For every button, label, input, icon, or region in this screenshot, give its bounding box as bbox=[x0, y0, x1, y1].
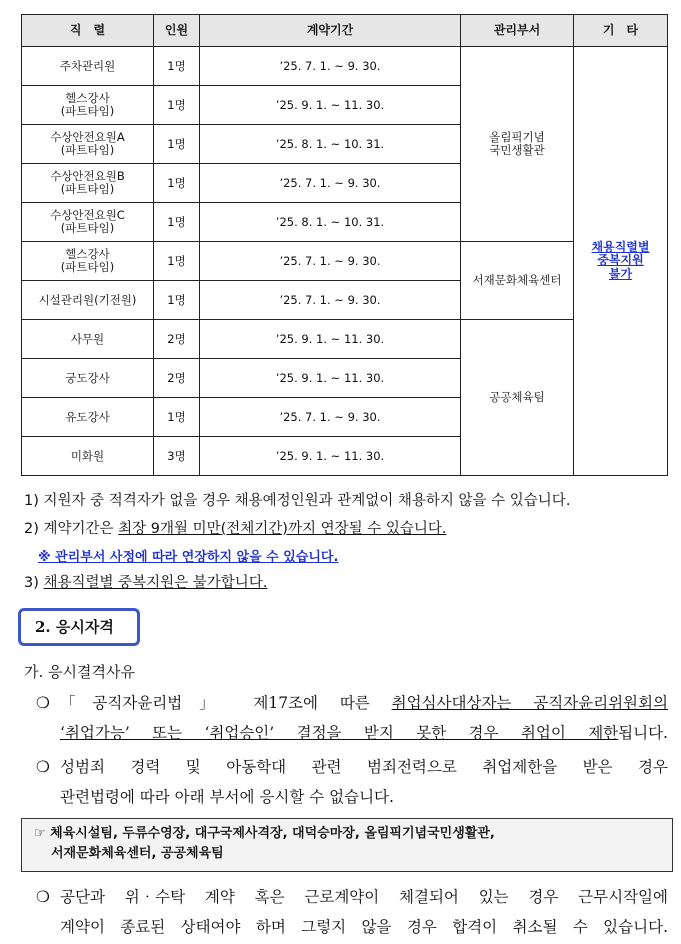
period-cell: ’25. 7. 1. ~ 9. 30. bbox=[200, 164, 461, 203]
note-2-prefix: 2) 계약기간은 bbox=[24, 521, 119, 537]
job-cell: 수상안전요원B (파트타임) bbox=[22, 164, 154, 203]
table-row bbox=[22, 320, 668, 359]
note-2-sub bbox=[38, 546, 338, 565]
count-cell: 3명 bbox=[154, 437, 200, 476]
period-cell: ’25. 8. 1. ~ 10. 31. bbox=[200, 125, 461, 164]
note-2-sub-text: ※ 관리부서 사정에 따라 연장하지 않을 수 있습니다. bbox=[38, 550, 339, 565]
paragraph-2-line-2: 관련법령에 따라 아래 부서에 응시할 수 없습니다. bbox=[60, 788, 394, 806]
period-cell: ’25. 9. 1. ~ 11. 30. bbox=[200, 437, 461, 476]
note-2 bbox=[24, 517, 446, 538]
note-2-underlined: 최장 9개월 미만(전체기간)까지 연장될 수 있습니다. bbox=[118, 521, 447, 537]
p1-text-b: 취업심사대상자는 공직자윤리위원회의 bbox=[391, 694, 668, 712]
paragraph-1-line-1 bbox=[60, 688, 668, 718]
subsection-title: 가. 응시결격사유 bbox=[24, 663, 135, 681]
count-cell: 2명 bbox=[154, 359, 200, 398]
table-row bbox=[22, 242, 668, 281]
job-table bbox=[21, 14, 668, 476]
p1-text-d: 됩니다. bbox=[618, 724, 668, 742]
period-cell: ’25. 7. 1. ~ 9. 30. bbox=[200, 281, 461, 320]
p1-text-a: 「공직자윤리법」 제17조에 따른 bbox=[60, 694, 392, 712]
restricted-departments-box bbox=[21, 818, 673, 872]
department-cell: 서재문화체육센터 bbox=[461, 242, 574, 320]
note-3-prefix: 3) bbox=[24, 575, 44, 591]
paragraph-1 bbox=[36, 688, 668, 748]
paragraph-2-line-1: 성범죄 경력 및 아동학대 관련 범죄전력으로 취업제한을 받은 경우 bbox=[60, 758, 668, 776]
period-cell: ’25. 9. 1. ~ 11. 30. bbox=[200, 359, 461, 398]
paragraph-3 bbox=[36, 882, 668, 942]
count-cell: 1명 bbox=[154, 281, 200, 320]
count-cell: 1명 bbox=[154, 86, 200, 125]
bullet-icon: ❍ bbox=[36, 694, 50, 712]
period-cell: ’25. 7. 1. ~ 9. 30. bbox=[200, 398, 461, 437]
count-cell: 2명 bbox=[154, 320, 200, 359]
box-line-1: ☞ 체육시설팀, 두류수영장, 대구국제사격장, 대덕승마장, 올림픽기념국민생활관, bbox=[34, 826, 495, 841]
table-row bbox=[22, 47, 668, 86]
header-job: 직 렬 bbox=[22, 15, 154, 47]
count-cell: 1명 bbox=[154, 164, 200, 203]
job-cell: 수상안전요원A (파트타임) bbox=[22, 125, 154, 164]
p1-text-c: ‘취업가능’ 또는 ‘취업승인’ 결정을 받지 못한 경우 취업이 제한 bbox=[60, 724, 619, 742]
count-cell: 1명 bbox=[154, 203, 200, 242]
job-cell: 미화원 bbox=[22, 437, 154, 476]
bullet-icon: ❍ bbox=[36, 758, 50, 776]
period-cell: ’25. 7. 1. ~ 9. 30. bbox=[200, 47, 461, 86]
count-cell: 1명 bbox=[154, 125, 200, 164]
count-cell: 1명 bbox=[154, 242, 200, 281]
period-cell: ’25. 9. 1. ~ 11. 30. bbox=[200, 320, 461, 359]
section-title: 2. 응시자격 bbox=[18, 608, 140, 646]
job-cell: 수상안전요원C (파트타임) bbox=[22, 203, 154, 242]
bullet-icon: ❍ bbox=[36, 888, 50, 906]
paragraph-1-line-2 bbox=[60, 718, 668, 748]
box-line-2: 서재문화체육센터, 공공체육팀 bbox=[51, 846, 224, 861]
period-cell: ’25. 9. 1. ~ 11. 30. bbox=[200, 86, 461, 125]
paragraph-3-line-1: 공단과 위‧수탁 계약 혹은 근로계약이 체결되어 있는 경우 근무시작일에 bbox=[60, 888, 668, 906]
period-cell: ’25. 7. 1. ~ 9. 30. bbox=[200, 242, 461, 281]
note-3 bbox=[24, 571, 267, 592]
table-header-row bbox=[22, 15, 668, 47]
job-cell: 유도강사 bbox=[22, 398, 154, 437]
department-cell: 올림픽기념 국민생활관 bbox=[461, 47, 574, 242]
job-cell: 헬스강사 (파트타임) bbox=[22, 242, 154, 281]
count-cell: 1명 bbox=[154, 398, 200, 437]
paragraph-3-line-2: 계약이 종료된 상태여야 하며 그렇지 않을 경우 합격이 취소될 수 있습니다. bbox=[60, 918, 668, 936]
header-period: 계약기간 bbox=[200, 15, 461, 47]
department-cell: 공공체육팀 bbox=[461, 320, 574, 476]
header-etc: 기 타 bbox=[574, 15, 668, 47]
job-cell: 헬스강사 (파트타임) bbox=[22, 86, 154, 125]
note-3-underlined: 채용직렬별 중복지원은 불가합니다. bbox=[43, 575, 268, 591]
header-count: 인원 bbox=[154, 15, 200, 47]
job-cell: 사무원 bbox=[22, 320, 154, 359]
note-1: 1) 지원자 중 적격자가 없을 경우 채용예정인원과 관계없이 채용하지 않을 수 있습니다. bbox=[24, 493, 571, 509]
header-department: 관리부서 bbox=[461, 15, 574, 47]
job-cell: 궁도강사 bbox=[22, 359, 154, 398]
etc-cell: 채용직렬별 중복지원 불가 bbox=[574, 47, 668, 476]
job-cell: 주차관리원 bbox=[22, 47, 154, 86]
period-cell: ’25. 8. 1. ~ 10. 31. bbox=[200, 203, 461, 242]
count-cell: 1명 bbox=[154, 47, 200, 86]
job-cell: 시설관리원(기전원) bbox=[22, 281, 154, 320]
paragraph-2 bbox=[36, 752, 668, 812]
